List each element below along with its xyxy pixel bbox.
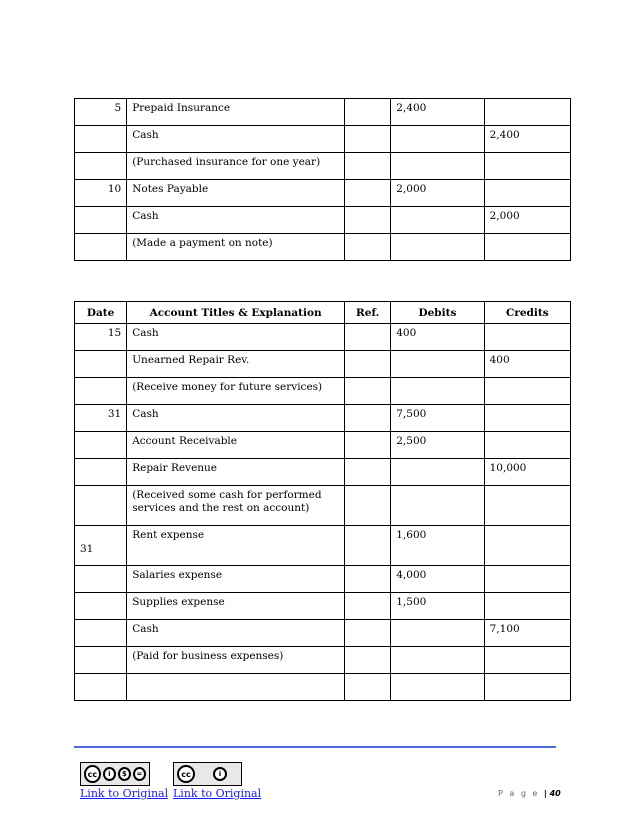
journal-table-1	[74, 98, 571, 261]
credit-cell: 2,000	[484, 207, 570, 234]
account-cell: Cash	[127, 405, 345, 432]
date-cell	[75, 620, 127, 647]
date-cell	[75, 674, 127, 701]
credit-cell	[484, 674, 570, 701]
account-cell: (Received some cash for performed services and the rest on account)	[127, 486, 345, 526]
account-cell: (Receive money for future services)	[127, 378, 345, 405]
date-cell: 10	[75, 180, 127, 207]
attribution-icon: i	[103, 767, 116, 781]
debit-cell: 7,500	[391, 405, 484, 432]
table-row	[75, 126, 571, 153]
account-cell: Salaries expense	[127, 566, 345, 593]
debit-cell	[391, 459, 484, 486]
debit-cell	[391, 486, 484, 526]
account-cell: Supplies expense	[127, 593, 345, 620]
journal-table-2-body	[75, 324, 571, 701]
debit-cell	[391, 234, 484, 261]
noncommercial-icon: $	[118, 767, 131, 781]
table-row	[75, 180, 571, 207]
ref-cell	[345, 486, 391, 526]
table-row	[75, 620, 571, 647]
ref-cell	[345, 234, 391, 261]
debit-cell	[391, 674, 484, 701]
account-cell: Cash	[127, 126, 345, 153]
debit-cell	[391, 378, 484, 405]
credit-cell: 2,400	[484, 126, 570, 153]
ref-cell	[345, 180, 391, 207]
debit-cell: 1,600	[391, 526, 484, 566]
ref-cell	[345, 126, 391, 153]
credit-cell: 10,000	[484, 459, 570, 486]
table-row	[75, 486, 571, 526]
cc-icon: cc	[84, 765, 101, 783]
date-cell	[75, 459, 127, 486]
header-ref: Ref.	[345, 302, 391, 324]
date-cell: 31	[75, 405, 127, 432]
account-cell: Unearned Repair Rev.	[127, 351, 345, 378]
date-cell	[75, 593, 127, 620]
ref-cell	[345, 324, 391, 351]
account-cell: Repair Revenue	[127, 459, 345, 486]
account-cell	[127, 674, 345, 701]
ref-cell	[345, 432, 391, 459]
account-cell: Cash	[127, 324, 345, 351]
cc-by-badge	[173, 762, 242, 786]
credit-cell	[484, 432, 570, 459]
credit-cell	[484, 486, 570, 526]
ref-cell	[345, 566, 391, 593]
header-row	[75, 302, 571, 324]
credit-cell	[484, 647, 570, 674]
date-cell	[75, 566, 127, 593]
credit-cell	[484, 378, 570, 405]
table-row	[75, 324, 571, 351]
date-cell	[75, 126, 127, 153]
debit-cell	[391, 620, 484, 647]
header-debits: Debits	[391, 302, 484, 324]
date-cell	[75, 647, 127, 674]
journal-table-1-body	[75, 99, 571, 261]
date-cell: 5	[75, 99, 127, 126]
credit-cell	[484, 324, 570, 351]
credit-cell: 7,100	[484, 620, 570, 647]
credit-cell	[484, 405, 570, 432]
ref-cell	[345, 593, 391, 620]
ref-cell	[345, 526, 391, 566]
debit-cell: 4,000	[391, 566, 484, 593]
page-number-value: | 40	[543, 789, 561, 798]
table-row	[75, 153, 571, 180]
debit-cell: 1,500	[391, 593, 484, 620]
account-cell: Prepaid Insurance	[127, 99, 345, 126]
journal-table-2	[74, 301, 571, 701]
table-row	[75, 647, 571, 674]
date-cell	[75, 234, 127, 261]
ref-cell	[345, 647, 391, 674]
sharealike-icon: =	[133, 767, 146, 781]
credit-cell	[484, 593, 570, 620]
debit-cell: 2,000	[391, 180, 484, 207]
ref-cell	[345, 153, 391, 180]
table-row	[75, 459, 571, 486]
table-row	[75, 207, 571, 234]
ref-cell	[345, 620, 391, 647]
credit-cell	[484, 566, 570, 593]
debit-cell: 400	[391, 324, 484, 351]
page-label: P a g e	[498, 789, 540, 798]
table-row	[75, 566, 571, 593]
ref-cell	[345, 207, 391, 234]
debit-cell	[391, 207, 484, 234]
account-cell: Cash	[127, 207, 345, 234]
table-row	[75, 99, 571, 126]
ref-cell	[345, 99, 391, 126]
link-to-original-1[interactable]: Link to Original	[80, 787, 169, 800]
debit-cell: 2,500	[391, 432, 484, 459]
debit-cell: 2,400	[391, 99, 484, 126]
cc-by-nc-sa-badge	[80, 762, 150, 786]
table-row	[75, 526, 571, 566]
debit-cell	[391, 351, 484, 378]
table-row	[75, 378, 571, 405]
credit-cell	[484, 234, 570, 261]
table-row	[75, 351, 571, 378]
debit-cell	[391, 647, 484, 674]
credit-cell	[484, 526, 570, 566]
date-cell	[75, 153, 127, 180]
date-cell	[75, 207, 127, 234]
table-row	[75, 234, 571, 261]
date-cell: 31	[75, 526, 127, 566]
date-cell	[75, 486, 127, 526]
page-number	[498, 789, 561, 798]
ref-cell	[345, 459, 391, 486]
account-cell: (Made a payment on note)	[127, 234, 345, 261]
table-row	[75, 405, 571, 432]
debit-cell	[391, 126, 484, 153]
ref-cell	[345, 405, 391, 432]
account-cell: Cash	[127, 620, 345, 647]
date-cell: 15	[75, 324, 127, 351]
credit-cell: 400	[484, 351, 570, 378]
account-cell: (Purchased insurance for one year)	[127, 153, 345, 180]
account-cell: Account Receivable	[127, 432, 345, 459]
ref-cell	[345, 351, 391, 378]
credit-cell	[484, 153, 570, 180]
table-row	[75, 593, 571, 620]
credit-cell	[484, 99, 570, 126]
link-to-original-2[interactable]: Link to Original	[173, 787, 262, 800]
footer-divider	[74, 746, 556, 748]
table-row	[75, 432, 571, 459]
header-credits: Credits	[484, 302, 570, 324]
cc-icon: cc	[177, 765, 195, 783]
date-cell	[75, 432, 127, 459]
account-cell: Rent expense	[127, 526, 345, 566]
header-account: Account Titles & Explanation	[127, 302, 345, 324]
account-cell: (Paid for business expenses)	[127, 647, 345, 674]
table-row	[75, 674, 571, 701]
credit-cell	[484, 180, 570, 207]
date-cell	[75, 378, 127, 405]
attribution-icon: i	[213, 767, 227, 781]
header-date: Date	[75, 302, 127, 324]
debit-cell	[391, 153, 484, 180]
ref-cell	[345, 378, 391, 405]
date-cell	[75, 351, 127, 378]
account-cell: Notes Payable	[127, 180, 345, 207]
ref-cell	[345, 674, 391, 701]
